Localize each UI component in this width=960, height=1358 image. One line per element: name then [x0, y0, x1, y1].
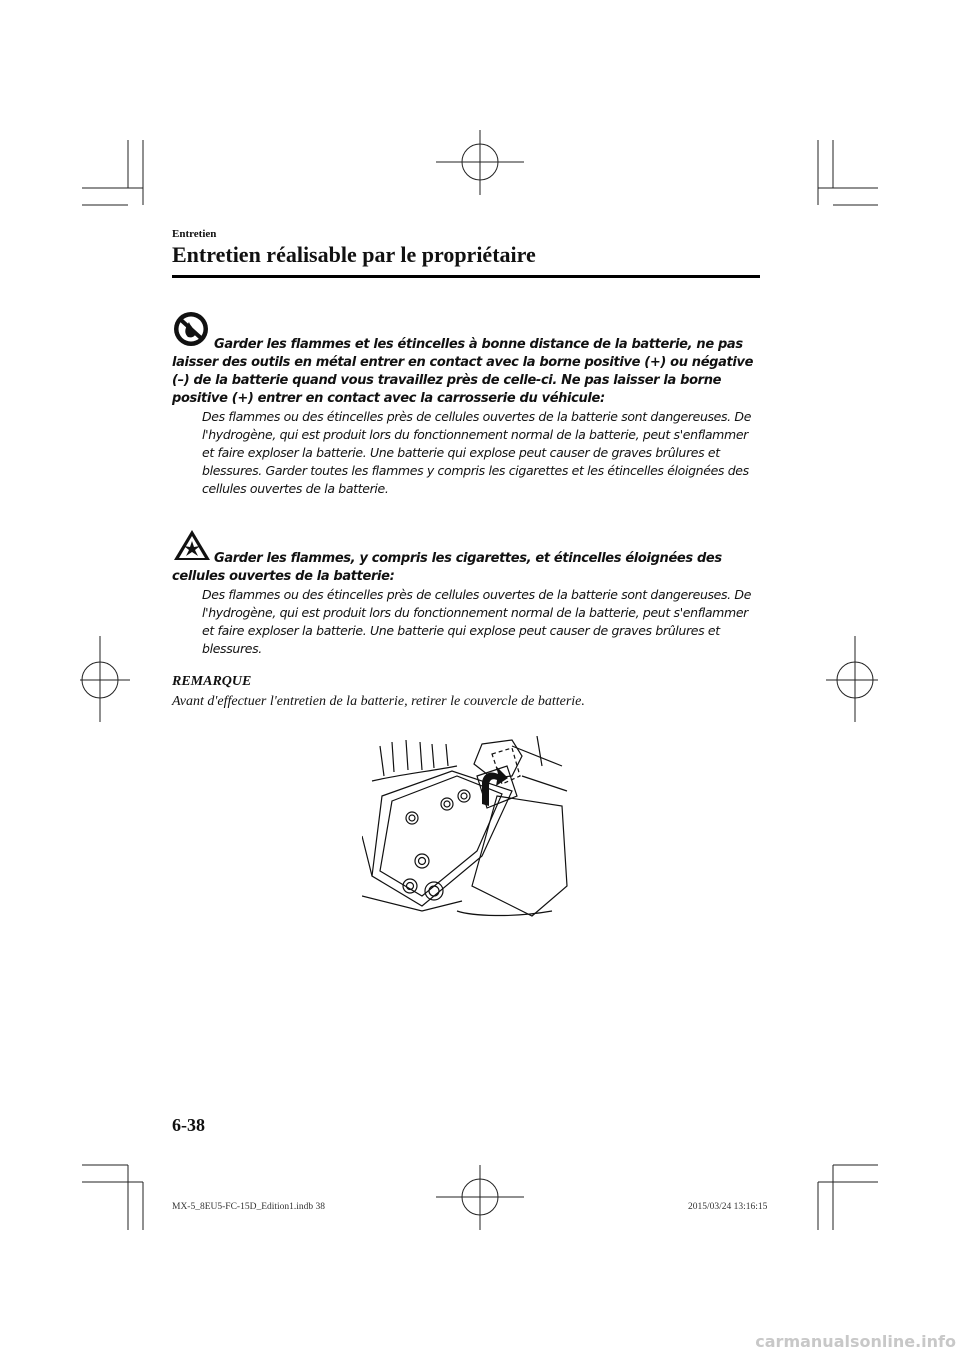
note-text: Avant d'effectuer l'entretien de la batterie, retirer le couvercle de batterie. — [172, 694, 585, 709]
title-divider — [172, 275, 760, 278]
warning-heading — [172, 310, 762, 408]
warning-block-no-flame — [172, 310, 762, 498]
warning-block-explosion — [172, 528, 762, 658]
warning-body: Des flammes ou des étincelles près de cellules ouvertes de la batterie sont dangereuses. De l'hydrogène, qui est produit lors du fonctionnement normal de la batterie, peut s'enflammer et faire exploser la batterie. Une batterie qui explose peut causer de graves brûlures et blessures. — [202, 587, 752, 656]
page-number: 6-38 — [172, 1115, 205, 1135]
footer-timestamp: 2015/03/24 13:16:15 — [688, 1202, 768, 1212]
footer-file-info: MX-5_8EU5-FC-15D_Edition1.indb 38 — [172, 1202, 326, 1212]
note-title: REMARQUE — [172, 674, 252, 689]
warning-body: Des flammes ou des étincelles près de cellules ouvertes de la batterie sont dangereuses. De l'hydrogène, qui est produit lors du fonctionnement normal de la batterie, peut s'enflammer et faire exploser la batterie. Une batterie qui explose peut causer de graves brûlures et blessures. Garder toutes les flammes y compris les cigarettes et les étincelles éloignées des cellules ouvertes de la batterie. — [202, 409, 752, 496]
section-label: Entretien — [172, 228, 217, 240]
watermark: carmanualsonline.info — [755, 1332, 956, 1351]
battery-cover-illustration — [362, 736, 574, 926]
warning-heading — [172, 528, 762, 586]
page-title: Entretien réalisable par le propriétaire — [172, 242, 536, 267]
warning-heading-text: Garder les flammes, y compris les cigarettes, et étincelles éloignées des cellules ouvertes de la batterie: — [172, 551, 722, 584]
explosion-warning-icon — [172, 528, 212, 568]
no-flame-icon — [172, 310, 212, 354]
warning-heading-text: Garder les flammes et les étincelles à bonne distance de la batterie, ne pas laisser des outils en métal entrer en contact avec la borne positive (+) ou négative (–) de la batterie quand vous travaillez près de celle-ci. Ne pas laisser la borne positive (+) entrer en contact avec la carrosserie du véhicule: — [172, 337, 754, 406]
